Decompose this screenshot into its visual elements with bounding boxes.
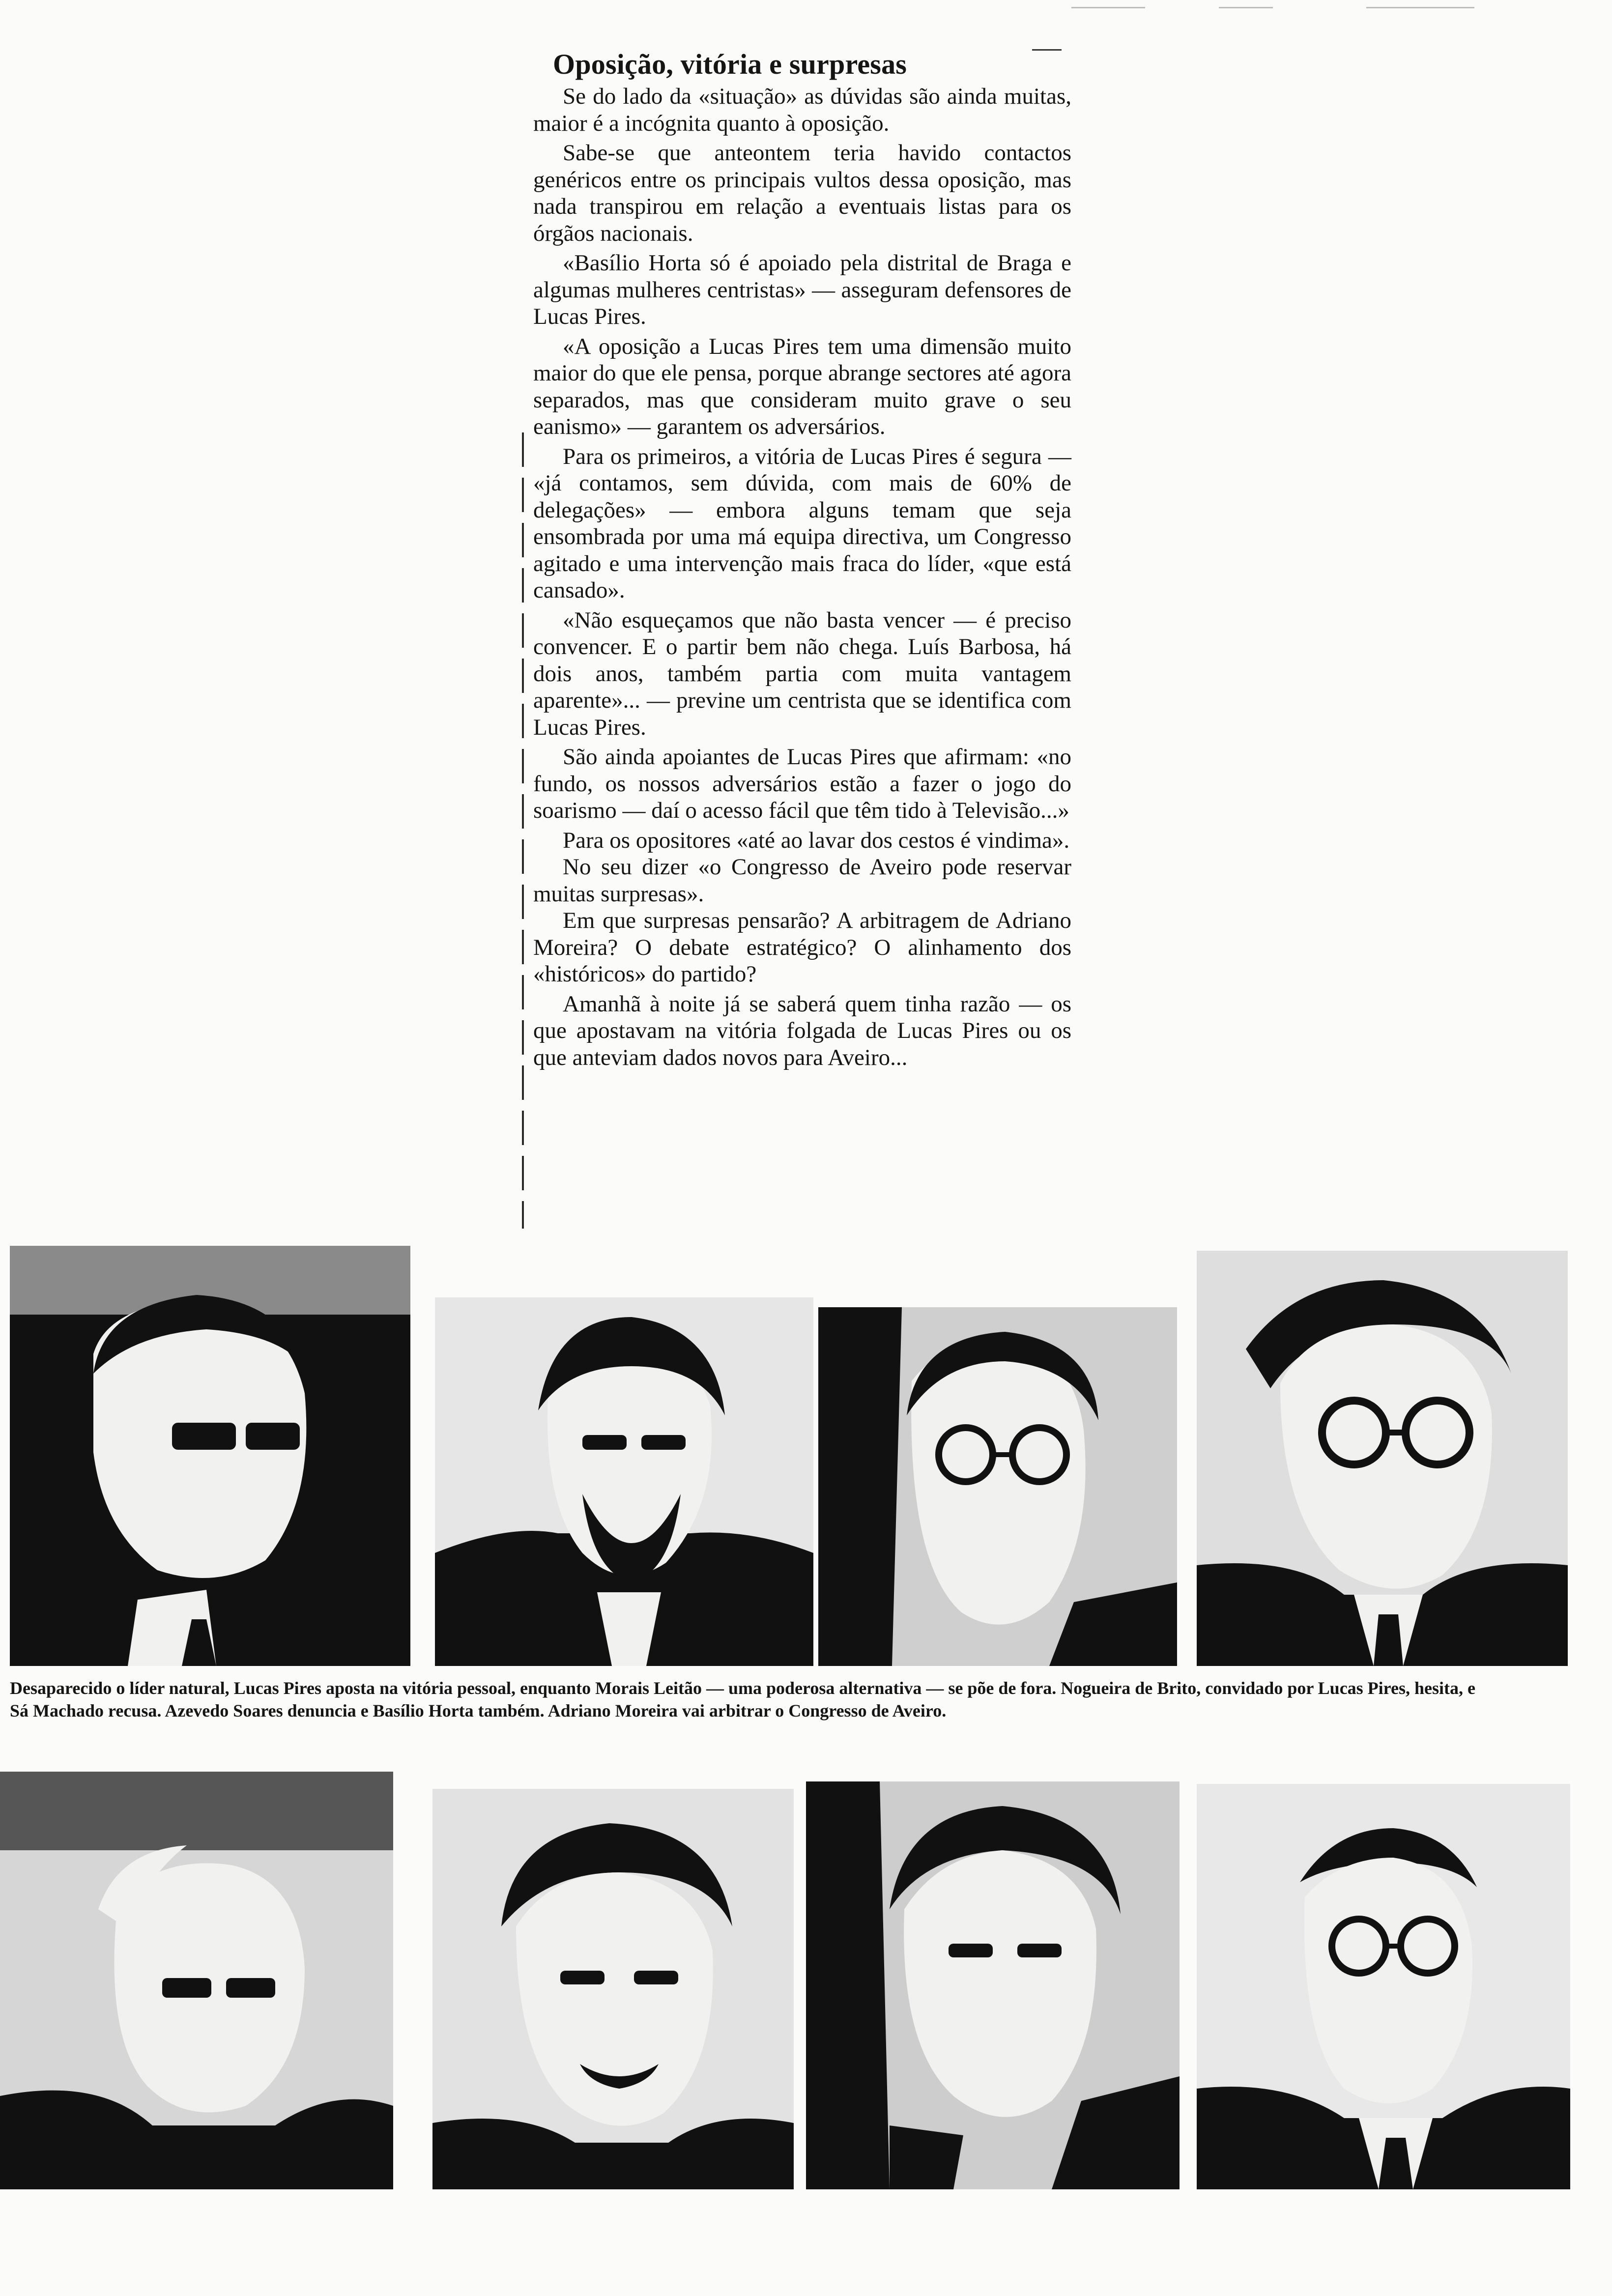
scan-mark [1219,7,1273,8]
portrait-photo [818,1307,1177,1666]
article-paragraph: «Basílio Horta só é apoiado pela distrital de Braga e algumas mulheres centristas» — asseguram defensores de Lucas Pires. [533,250,1071,329]
portrait-photo [10,1246,410,1666]
article-paragraph: Se do lado da «situação» as dúvidas são ainda muitas, maior é a incógnita quanto à oposição. [533,84,1071,136]
portrait-photo [435,1297,813,1666]
portrait-photo [0,1772,393,2189]
article-paragraph: Amanhã à noite já se saberá quem tinha razão — os que apostavam na vitória folgada de Lucas Pires ou os que anteviam dados novos para Aveiro... [533,991,1071,1070]
photo-caption: Desaparecido o líder natural, Lucas Pires aposta na vitória pessoal, enquanto Morais Leitão — uma poderosa alternativa — se põe de fora. Nogueira de Brito, convidado por Lucas Pires, hesita, e Sá Machado recusa. Azevedo Soares denuncia e Basílio Horta também. Adriano Moreira vai arbitrar o Congresso de Aveiro. [10,1678,1475,1721]
scan-mark [1366,7,1474,8]
article-paragraph: Em que surpresas pensarão? A arbitragem de Adriano Moreira? O debate estratégico? O alinhamento dos «históricos» do partido? [533,908,1071,987]
portrait-photo [1197,1784,1570,2189]
scan-mark [1071,7,1145,8]
article [533,47,1071,1074]
article-headline: Oposição, vitória e surpresas [553,48,907,80]
column-rule [522,432,524,1229]
article-paragraph: Para os primeiros, a vitória de Lucas Pires é segura — «já contamos, sem dúvida, com mais de 60% de delegações» — embora alguns temam que seja ensombrada por uma má equipa directiva, um Congresso agitado e uma intervenção mais fraca do líder, «que está cansado». [533,443,1071,603]
portrait-photo [806,1781,1180,2189]
article-paragraph: São ainda apoiantes de Lucas Pires que afirmam: «no fundo, os nossos adversários estão a fazer o jogo do soarismo — daí o acesso fácil que têm tido à Televisão...» [533,744,1071,823]
article-paragraph: No seu dizer «o Congresso de Aveiro pode reservar muitas surpresas». [533,854,1071,907]
article-paragraph: «Não esqueçamos que não basta vencer — é preciso convencer. E o partir bem não chega. Luís Barbosa, há dois anos, também partia com muita vantagem aparente»... — previne um centrista que se identifica com Lucas Pires. [533,607,1071,740]
portrait-photo [432,1789,794,2189]
article-paragraph: Para os opositores «até ao lavar dos cestos é vindima». [563,827,1070,853]
article-paragraph: Sabe-se que anteontem teria havido contactos genéricos entre os principais vultos dessa oposição, mas nada transpirou em relação a eventuais listas para os órgãos nacionais. [533,140,1071,246]
article-paragraph: «A oposição a Lucas Pires tem uma dimensão muito maior do que ele pensa, porque abrange sectores até agora separados, mas que consideram muito grave o seu eanismo» — garantem os adversários. [533,333,1071,439]
portrait-photo [1197,1251,1568,1666]
